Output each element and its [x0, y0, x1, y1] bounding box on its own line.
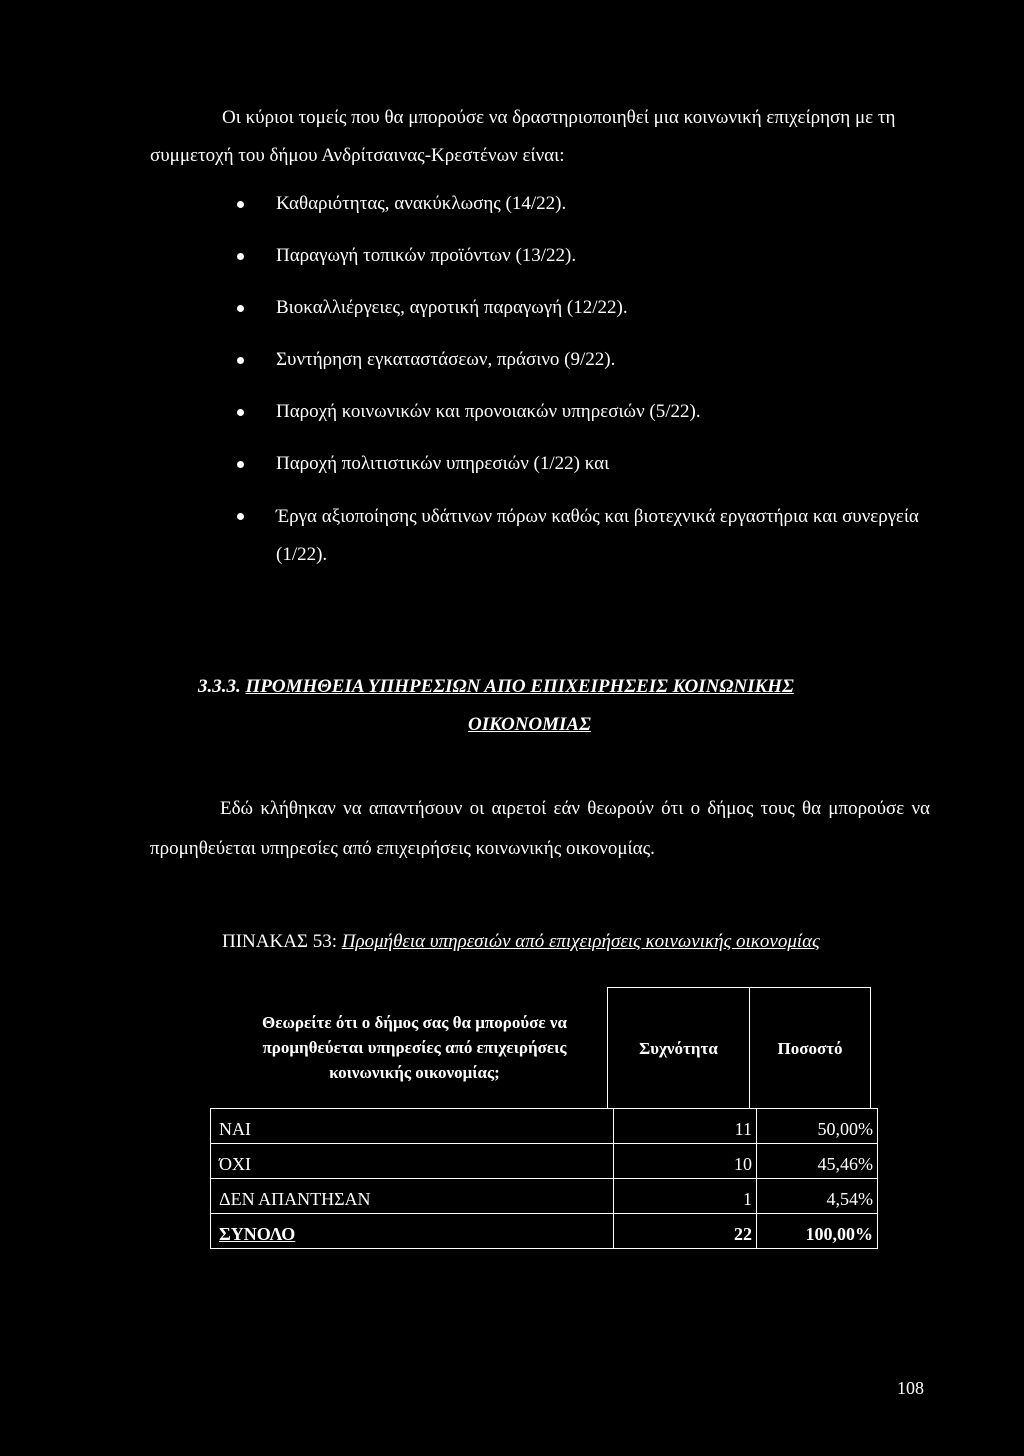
- list-item: Καθαριότητας, ανακύκλωσης (14/22).: [232, 186, 932, 222]
- header-percent: Ποσοστό: [750, 988, 871, 1109]
- results-table: [210, 1108, 878, 1249]
- row-frequency: 11: [614, 1109, 757, 1144]
- row-percent: 4,54%: [757, 1179, 878, 1214]
- row-label: ΌΧΙ: [211, 1144, 614, 1179]
- section-title-line2: ΟΙΚΟΝΟΜΙΑΣ: [468, 714, 591, 735]
- row-label: ΔΕΝ ΑΠΑΝΤΗΣΑΝ: [211, 1179, 614, 1214]
- page-number: 108: [897, 1378, 924, 1398]
- row-frequency: 10: [614, 1144, 757, 1179]
- row-percent: 45,46%: [757, 1144, 878, 1179]
- header-question: Θεωρείτε ότι ο δήμος σας θα μπορούσε να προμηθεύεται υπηρεσίες από επιχειρήσεις κοινωνικής οικονομίας;: [222, 988, 608, 1109]
- table-header: [222, 987, 871, 1108]
- row-frequency: 1: [614, 1179, 757, 1214]
- row-label: ΝΑΙ: [211, 1109, 614, 1144]
- section-title-line1: ΠΡΟΜΗΘΕΙΑ ΥΠΗΡΕΣΙΩΝ ΑΠΟ ΕΠΙΧΕΙΡΗΣΕΙΣ ΚΟΙΝΩΝΙΚΗΣ: [245, 676, 794, 697]
- list-item: Έργα αξιοποίησης υδάτινων πόρων καθώς και βιοτεχνικά εργαστήρια και συνεργεία (1/22).: [232, 498, 932, 574]
- table-row: [211, 1179, 878, 1214]
- total-frequency: 22: [614, 1214, 757, 1249]
- list-item: Συντήρηση εγκαταστάσεων, πράσινο (9/22).: [232, 342, 932, 378]
- list-item: Παροχή κοινωνικών και προνοιακών υπηρεσιών (5/22).: [232, 394, 932, 430]
- table-row: [211, 1109, 878, 1144]
- table-caption: [222, 927, 922, 957]
- header-frequency: Συχνότητα: [608, 988, 750, 1109]
- table-row: [211, 1144, 878, 1179]
- list-item: Παροχή πολιτιστικών υπηρεσιών (1/22) και: [232, 446, 932, 482]
- section-heading: [198, 668, 898, 744]
- sectors-list: [232, 186, 932, 590]
- intro-paragraph: Οι κύριοι τομείς που θα μπορούσε να δραστηριοποιηθεί μια κοινωνική επιχείρηση με τη συμμετοχή του δήμου Ανδρίτσαινας-Κρεστένων είναι:: [150, 107, 896, 166]
- section-number: 3.3.3.: [198, 676, 241, 697]
- table-caption-label: ΠΙΝΑΚΑΣ 53:: [222, 931, 342, 952]
- table-total-row: [211, 1214, 878, 1249]
- list-item: Βιοκαλλιέργειες, αγροτική παραγωγή (12/22).: [232, 290, 932, 326]
- list-item: Παραγωγή τοπικών προϊόντων (13/22).: [232, 238, 932, 274]
- body-paragraph: Εδώ κλήθηκαν να απαντήσουν οι αιρετοί εάν θεωρούν ότι ο δήμος τους θα μπορούσε να προμηθεύεται υπηρεσίες από επιχειρήσεις κοινωνικής οικονομίας.: [150, 798, 930, 859]
- row-percent: 50,00%: [757, 1109, 878, 1144]
- table-caption-text: Προμήθεια υπηρεσιών από επιχειρήσεις κοινωνικής οικονομίας: [341, 931, 820, 952]
- total-label: ΣΥΝΟΛΟ: [211, 1214, 614, 1249]
- total-percent: 100,00%: [757, 1214, 878, 1249]
